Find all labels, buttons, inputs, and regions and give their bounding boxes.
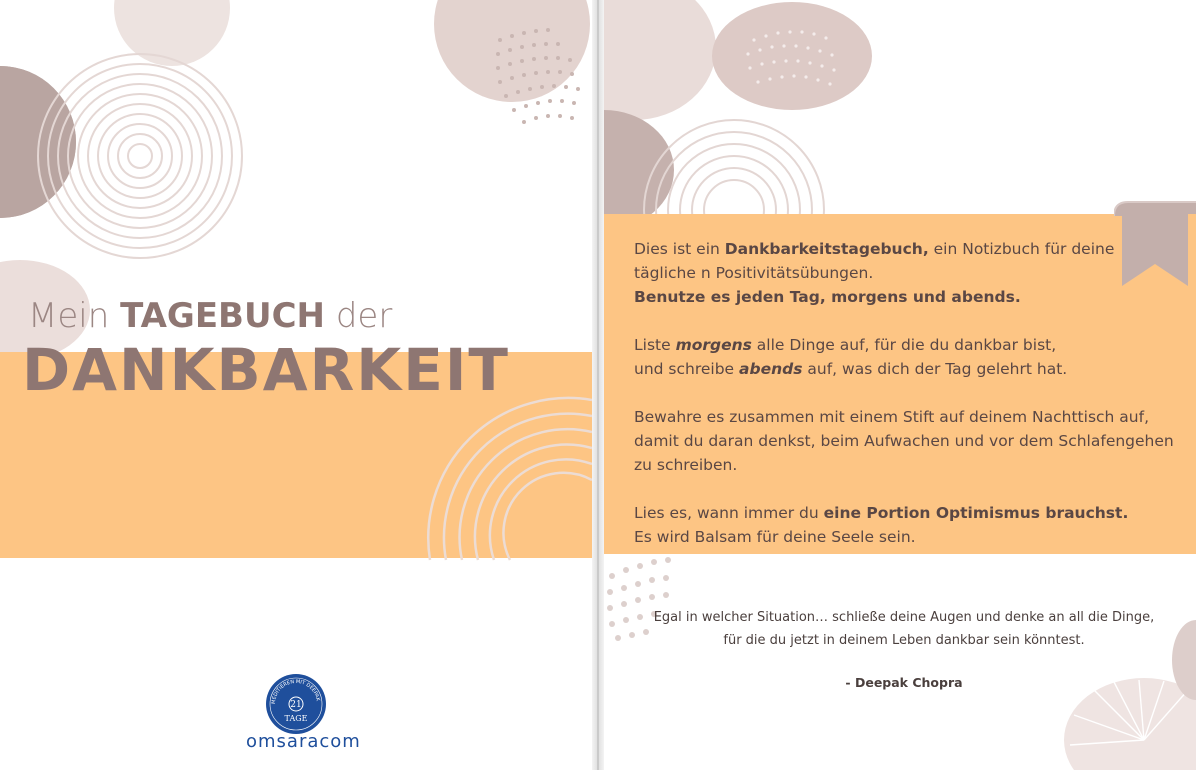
intro-paragraph-3: Bewahre es zusammen mit einem Stift auf deinem Nachttisch auf, damit du daran denkst, beim Aufwachen und vor dem Schlafengehen zu schreiben. [634, 408, 1174, 474]
text-bold: Benutze es jeden Tag, morgens und abends. [634, 288, 1021, 306]
intro-text [634, 237, 1179, 573]
mauve-blob [604, 110, 674, 230]
blush-rays-bottom-right [1064, 678, 1196, 770]
blush-blob-top-left [604, 0, 716, 120]
cover-page [0, 0, 592, 770]
cover-title-line [28, 296, 392, 336]
svg-text:MEDITIEREN MIT DEEPAK CHOPRA: MEDITIEREN MIT DEEPAK [270, 678, 321, 705]
text-span: Es wird Balsam für deine Seele sein. [634, 528, 916, 546]
text-span: alle Dinge auf, für die du dankbar bist, [751, 336, 1057, 354]
title-prefix: Mein [28, 296, 110, 336]
intro-paragraph-4 [634, 501, 1179, 549]
intro-paragraph-1 [634, 237, 1179, 309]
quote-author: - Deepak Chopra [845, 675, 963, 690]
text-span: auf, was dich der Tag gelehrt hat. [802, 360, 1068, 378]
text-bold: eine Portion Optimismus brauchst. [823, 504, 1129, 522]
cover-title-main: DANKBARKEIT [22, 336, 510, 404]
text-bold-italic: morgens [675, 336, 752, 354]
text-bold: Dankbarkeitstagebuch, [724, 240, 929, 258]
title-emphasis: TAGEBUCH [120, 296, 325, 336]
quote-line-1: Egal in welcher Situation… schließe deine Augen und denke an all die Dinge, [653, 610, 1155, 625]
title-suffix: der [335, 296, 393, 336]
text-span: Liste [634, 336, 676, 354]
text-span: Lies es, wann immer du [634, 504, 824, 522]
book-spine [592, 0, 604, 770]
brand-logo-text: omsaracom [246, 731, 361, 752]
text-span: ein Notizbuch für deine tägliche n Positivitätsübungen. [634, 240, 1115, 282]
text-span: Dies ist ein [634, 240, 725, 258]
text-bold-italic: abends [739, 360, 803, 378]
intro-page [604, 0, 1196, 770]
text-span: und schreibe [634, 360, 740, 378]
meditation-badge-logo [265, 673, 327, 735]
badge-label: TAGE [284, 714, 308, 723]
quote-line-2: für die du jetzt in deinem Leben dankbar sein könntest. [723, 633, 1085, 648]
blush-blob-top [712, 2, 872, 110]
badge-number: 21 [290, 700, 302, 710]
quote-block [644, 606, 1164, 652]
intro-paragraph-2 [634, 333, 1179, 381]
